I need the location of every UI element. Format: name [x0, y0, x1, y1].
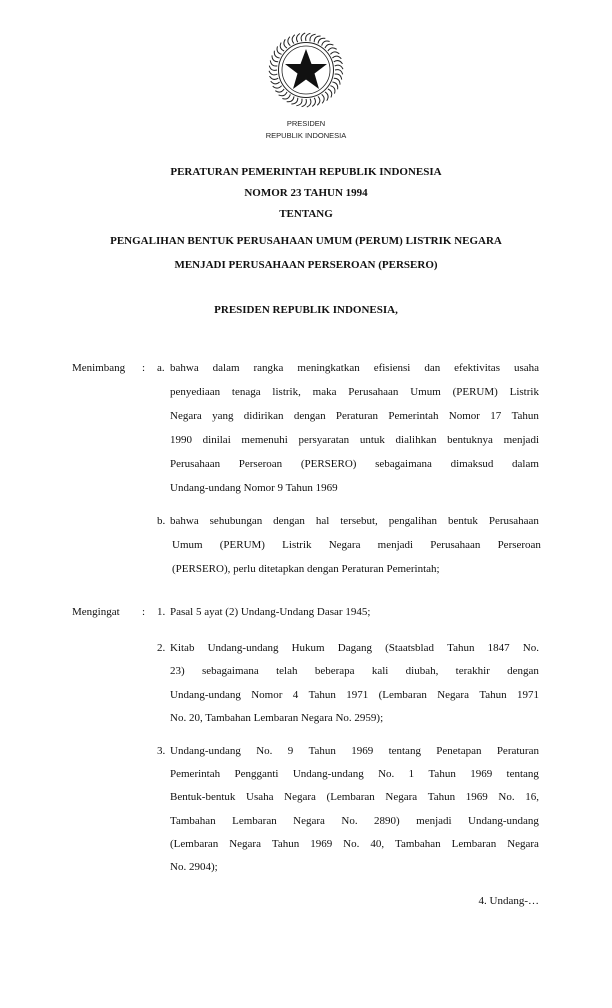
- menimbang-item-line: Umum (PERUM) Listrik Negara menjadi Perusahaan Perseroan: [172, 539, 541, 551]
- menimbang-item-line: penyediaan tenaga listrik, maka Perusahaan Umum (PERUM) Listrik: [170, 386, 539, 398]
- regulation-subject-1: PENGALIHAN BENTUK PERUSAHAAN UMUM (PERUM) LISTRIK NEGARA: [110, 235, 502, 247]
- menimbang-item-line: Perusahaan Perseroan (PERSERO) sebagaimana dimaksud dalam: [170, 458, 539, 470]
- menimbang-item-line: Negara yang didirikan dengan Peraturan Pemerintah Nomor 17 Tahun: [170, 410, 539, 422]
- president-heading: PRESIDEN REPUBLIK INDONESIA,: [214, 304, 398, 316]
- regulation-about: TENTANG: [279, 208, 333, 220]
- regulation-subject-2: MENJADI PERUSAHAAN PERSEROAN (PERSERO): [174, 259, 438, 271]
- menimbang-colon: :: [142, 362, 146, 374]
- mengingat-item-line: Pemerintah Pengganti Undang-undang No. 1 Tahun 1969 tentang: [170, 768, 539, 781]
- mengingat-item-line: No. 20, Tambahan Lembaran Negara No. 2959);: [170, 711, 384, 724]
- mengingat-colon: :: [142, 606, 146, 618]
- mengingat-item-number: 1.: [157, 606, 166, 618]
- letterhead-line-1: PRESIDEN: [286, 119, 326, 128]
- regulation-title: PERATURAN PEMERINTAH REPUBLIK INDONESIA: [170, 166, 442, 178]
- mengingat-item-number: 2.: [157, 642, 166, 654]
- mengingat-item-line: Undang-undang Nomor 4 Tahun 1971 (Lembaran Negara Tahun 1971: [170, 688, 539, 701]
- menimbang-item-number: b.: [157, 515, 166, 527]
- mengingat-item-line: Kitab Undang-undang Hukum Dagang (Staatsblad Tahun 1847 No.: [170, 642, 539, 654]
- menimbang-item-line: (PERSERO), perlu ditetapkan dengan Peraturan Pemerintah;: [172, 563, 440, 575]
- mengingat-item-line: No. 2904);: [170, 861, 218, 873]
- mengingat-item-number: 3.: [157, 745, 166, 757]
- presidential-emblem-icon: [266, 30, 346, 110]
- mengingat-item-line: Tambahan Lembaran Negara No. 2890) menjadi Undang-undang: [170, 814, 539, 827]
- mengingat-item-line: 23) sebagaimana telah beberapa kali diubah, terakhir dengan: [170, 665, 539, 678]
- mengingat-item-line: (Lembaran Negara Tahun 1969 No. 40, Tambahan Lembaran Negara: [170, 837, 539, 850]
- menimbang-item-line: Undang-undang Nomor 9 Tahun 1969: [170, 482, 338, 494]
- menimbang-label: Menimbang: [72, 362, 126, 374]
- regulation-number: NOMOR 23 TAHUN 1994: [244, 187, 368, 199]
- menimbang-item-number: a.: [157, 362, 165, 374]
- mengingat-label: Mengingat: [72, 606, 120, 618]
- menimbang-item-line: bahwa sehubungan dengan hal tersebut, pengalihan bentuk Perusahaan: [170, 515, 539, 527]
- continuation-marker: 4. Undang-…: [478, 895, 539, 907]
- mengingat-item-line: Bentuk-bentuk Usaha Negara (Lembaran Negara Tahun 1969 No. 16,: [170, 791, 539, 804]
- menimbang-item-line: 1990 dinilai memenuhi persyaratan untuk dialihkan bentuknya menjadi: [170, 434, 539, 446]
- menimbang-item-line: bahwa dalam rangka meningkatkan efisiensi dan efektivitas usaha: [170, 362, 539, 374]
- mengingat-item-line: Pasal 5 ayat (2) Undang-Undang Dasar 1945;: [170, 606, 371, 618]
- letterhead-line-2: REPUBLIK INDONESIA: [265, 131, 347, 140]
- mengingat-item-line: Undang-undang No. 9 Tahun 1969 tentang Penetapan Peraturan: [170, 745, 539, 757]
